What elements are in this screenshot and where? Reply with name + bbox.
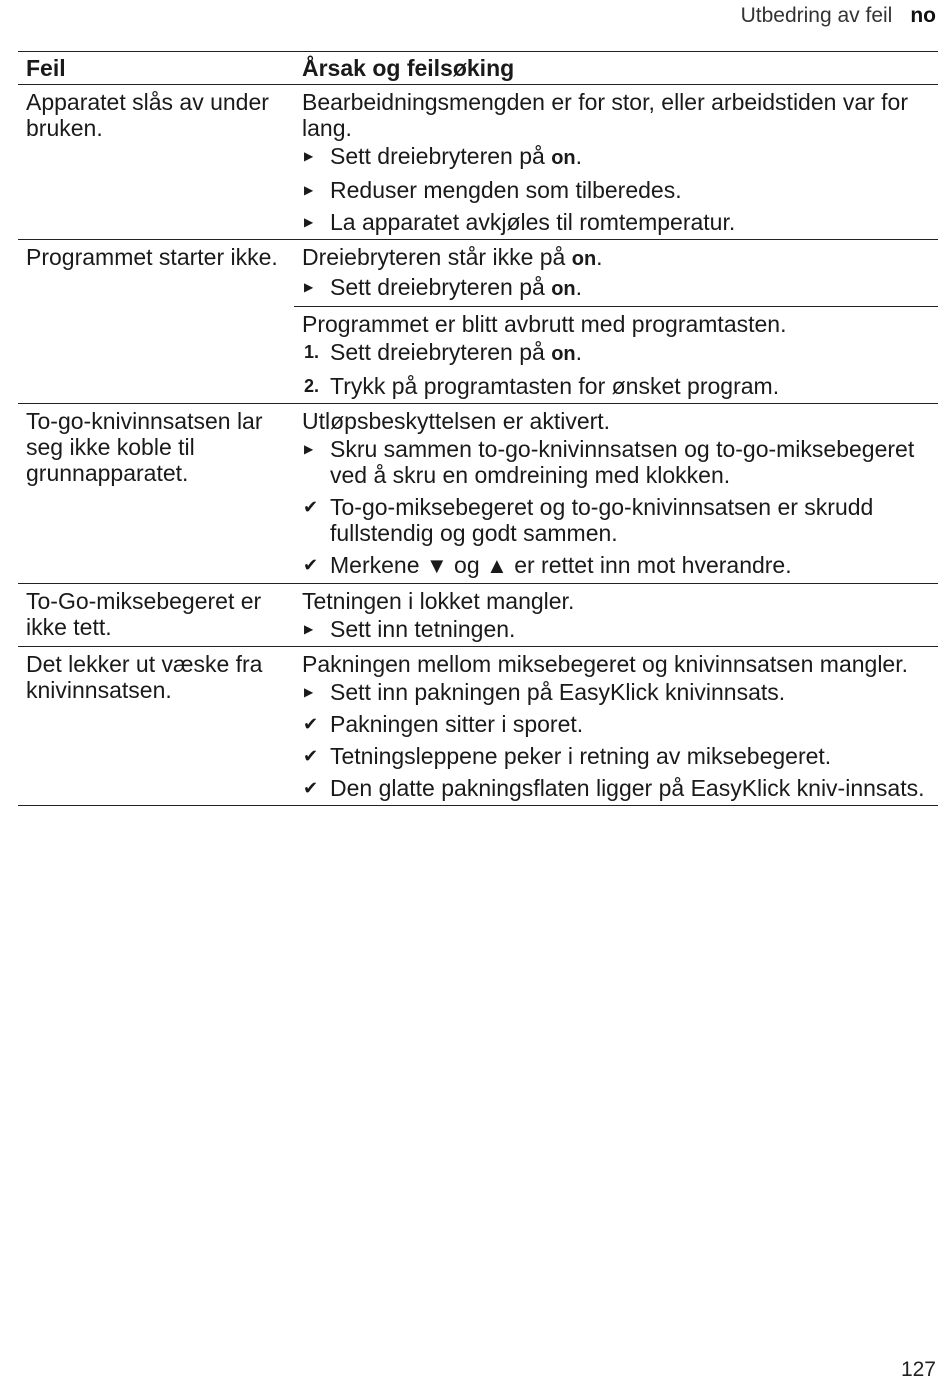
arrow-bullet-icon: ▶ [304,442,314,456]
cause-cell [294,307,938,404]
fault-cell: Det lekker ut væske fra knivinnsatsen. [18,647,294,806]
troubleshooting-table [18,51,938,806]
cause-cell [294,240,938,307]
cause-cell [294,584,938,647]
step-item: 1. Sett dreiebryteren på on. [304,339,583,365]
table-row [18,85,938,240]
column-header-fault: Feil [18,52,294,85]
step-list [302,339,930,399]
cause-text: Dreiebryteren står ikke på on. [302,244,603,270]
result-item [302,711,930,737]
table-header-row [18,52,938,85]
page-number: 127 [900,1358,936,1381]
step-list [302,436,930,579]
page-header [741,4,936,28]
arrow-bullet-icon: ▶ [304,622,314,636]
step-text: Trykk på programtasten for ønsket program. [330,373,780,399]
step-item: ▶ Sett dreiebryteren på on. [304,143,583,169]
fault-cell: To-go-knivinnsatsen lar seg ikke koble til grunnapparatet. [18,404,294,584]
cause-text: Tetningen i lokket mangler. [302,588,575,614]
arrow-bullet-icon: ▶ [304,280,314,294]
arrow-bullet-icon: ▶ [304,183,314,197]
result-item: ✔ Merkene ▼ og ▲ er rettet inn mot hverandre. [303,552,792,578]
table-row [18,584,938,647]
triangle-down-icon: ▼ [425,553,448,578]
step-list [302,616,930,642]
check-icon: ✔ [303,746,319,766]
fault-cell: Programmet starter ikke. [18,240,294,404]
step-number: 1. [304,342,320,362]
step-list [302,143,930,235]
check-icon: ✔ [303,497,319,517]
on-label: on [571,248,597,270]
triangle-up-icon: ▲ [486,553,508,578]
cause-cell [294,85,938,240]
step-item [302,209,930,235]
check-icon: ✔ [303,555,319,575]
cause-cell [294,404,938,584]
language-code: no [910,4,936,27]
step-number: 2. [304,376,320,396]
result-item [302,775,930,801]
check-icon: ✔ [303,714,319,734]
arrow-bullet-icon: ▶ [304,149,314,163]
on-label: on [551,343,576,365]
step-item [302,679,930,705]
on-label: on [551,278,576,300]
result-text: Den glatte pakningsflaten ligger på EasyKlick kniv-innsats. [330,775,925,801]
step-text: Sett inn pakningen på EasyKlick knivinnsats. [330,679,786,705]
column-header-cause: Årsak og feilsøking [294,52,938,85]
step-text: Sett inn tetningen. [330,616,516,642]
cause-text: Bearbeidningsmengden er for stor, eller arbeidstiden var for lang. [302,89,909,141]
step-list [302,274,930,302]
arrow-bullet-icon: ▶ [304,215,314,229]
cause-cell [294,647,938,806]
arrow-bullet-icon: ▶ [304,685,314,699]
result-item [302,494,930,546]
result-text: To-go-miksebegeret og to-go-knivinnsatsen er skrudd fullstendig og godt sammen. [330,494,874,546]
table-row [18,240,938,307]
result-text: Tetningsleppene peker i retning av miksebegeret. [330,743,832,769]
step-item [302,616,930,642]
fault-cell: Apparatet slås av under bruken. [18,85,294,240]
table-row [18,647,938,806]
step-item [302,436,930,488]
step-item [302,373,930,399]
step-text: Reduser mengden som tilberedes. [330,177,682,203]
step-text: La apparatet avkjøles til romtemperatur. [330,209,736,235]
cause-text: Utløpsbeskyttelsen er aktivert. [302,408,611,434]
step-list [302,679,930,801]
on-label: on [551,147,576,169]
step-text: Sett dreiebryteren på [330,143,552,169]
check-icon: ✔ [303,778,319,798]
table-row [18,404,938,584]
step-item [302,177,930,203]
step-text: Sett dreiebryteren på [330,274,552,300]
result-text: Pakningen sitter i sporet. [330,711,584,737]
result-item [302,743,930,769]
step-text: Skru sammen to-go-knivinnsatsen og to-go-miksebegeret ved å skru en omdreining med klokken. [330,436,915,488]
cause-text: Pakningen mellom miksebegeret og knivinnsatsen mangler. [302,651,908,677]
fault-cell: To-Go-miksebegeret er ikke tett. [18,584,294,647]
cause-text: Programmet er blitt avbrutt med programtasten. [302,311,787,337]
step-item: ▶ Sett dreiebryteren på on. [304,274,583,300]
step-text: Sett dreiebryteren på [330,339,552,365]
section-title: Utbedring av feil [740,4,893,27]
